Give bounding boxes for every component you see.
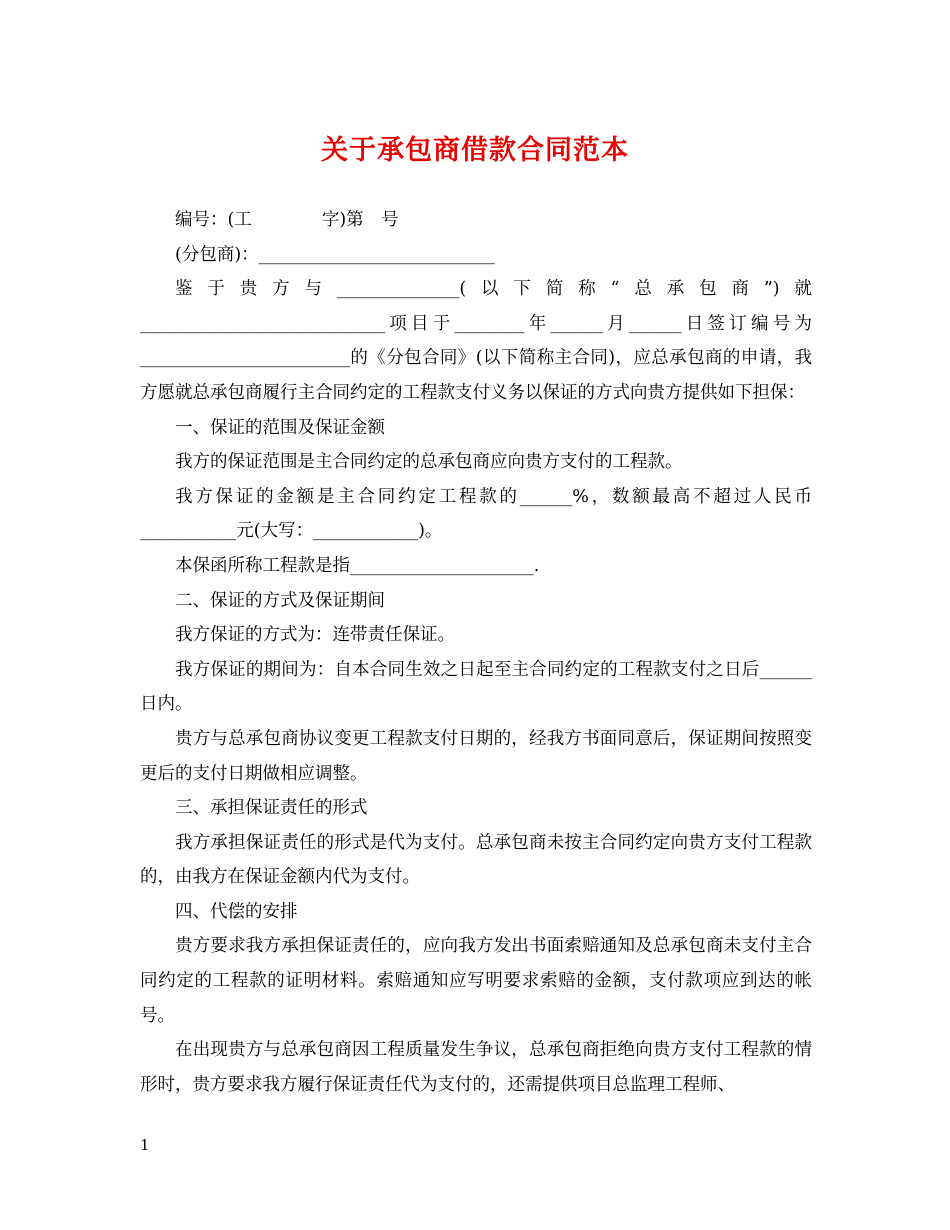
paragraph: 在出现贵方与总承包商因工程质量发生争议，总承包商拒绝向贵方支付工程款的情形时，贵方要求我方履行保证责任代为支付的，还需提供项目总监理工程师、 [140, 1040, 812, 1095]
subcontractor-line: (分包商)：___________________________ [175, 244, 495, 265]
paragraph: 我方的保证范围是主合同约定的总承包商应向贵方支付的工程款。 [175, 452, 683, 473]
section-heading-4: 四、代偿的安排 [175, 901, 298, 922]
paragraph: 我方保证的金额是主合同约定工程款的______%，数额最高不超过人民币___________元(大写：____________)。 [140, 486, 812, 542]
paragraph: 我方保证的方式为：连带责任保证。 [175, 625, 455, 646]
section-heading-1: 一、保证的范围及保证金额 [175, 417, 385, 438]
paragraph: 贵方与总承包商协议变更工程款支付日期的，经我方书面同意后，保证期间按照变更后的支付日期做相应调整。 [140, 728, 812, 784]
paragraph: 贵方要求我方承担保证责任的，应向我方发出书面索赔通知及总承包商未支付主合同约定的工程款的证明材料。索赔通知应写明要求索赔的金额，支付款项应到达的帐号。 [140, 936, 812, 1026]
document-title: 关于承包商借款合同范本 [321, 135, 629, 166]
preamble-paragraph: 鉴于贵方与______________(以下简称“总承包商”)就____________________________项目于________年______月______日签订编号为________________________的《分包合同》(以下简称主合同)，应总承包商的申请，我方愿就总承包商履行主合同约定的工程款支付义务以保证的方式向贵方提供如下担保： [140, 279, 812, 403]
section-heading-3: 三、承担保证责任的形式 [175, 798, 368, 819]
contract-number-line: 编号：(工 字)第 号 [175, 210, 399, 230]
paragraph: 我方保证的期间为：自本合同生效之日起至主合同约定的工程款支付之日后______日内。 [140, 659, 812, 715]
page-number: 1 [140, 1136, 150, 1154]
section-heading-2: 二、保证的方式及保证期间 [175, 590, 385, 611]
paragraph: 我方承担保证责任的形式是代为支付。总承包商未按主合同约定向贵方支付工程款的，由我方在保证金额内代为支付。 [140, 832, 812, 888]
document-body [140, 203, 812, 1102]
paragraph: 本保函所称工程款是指_____________________. [175, 555, 540, 576]
